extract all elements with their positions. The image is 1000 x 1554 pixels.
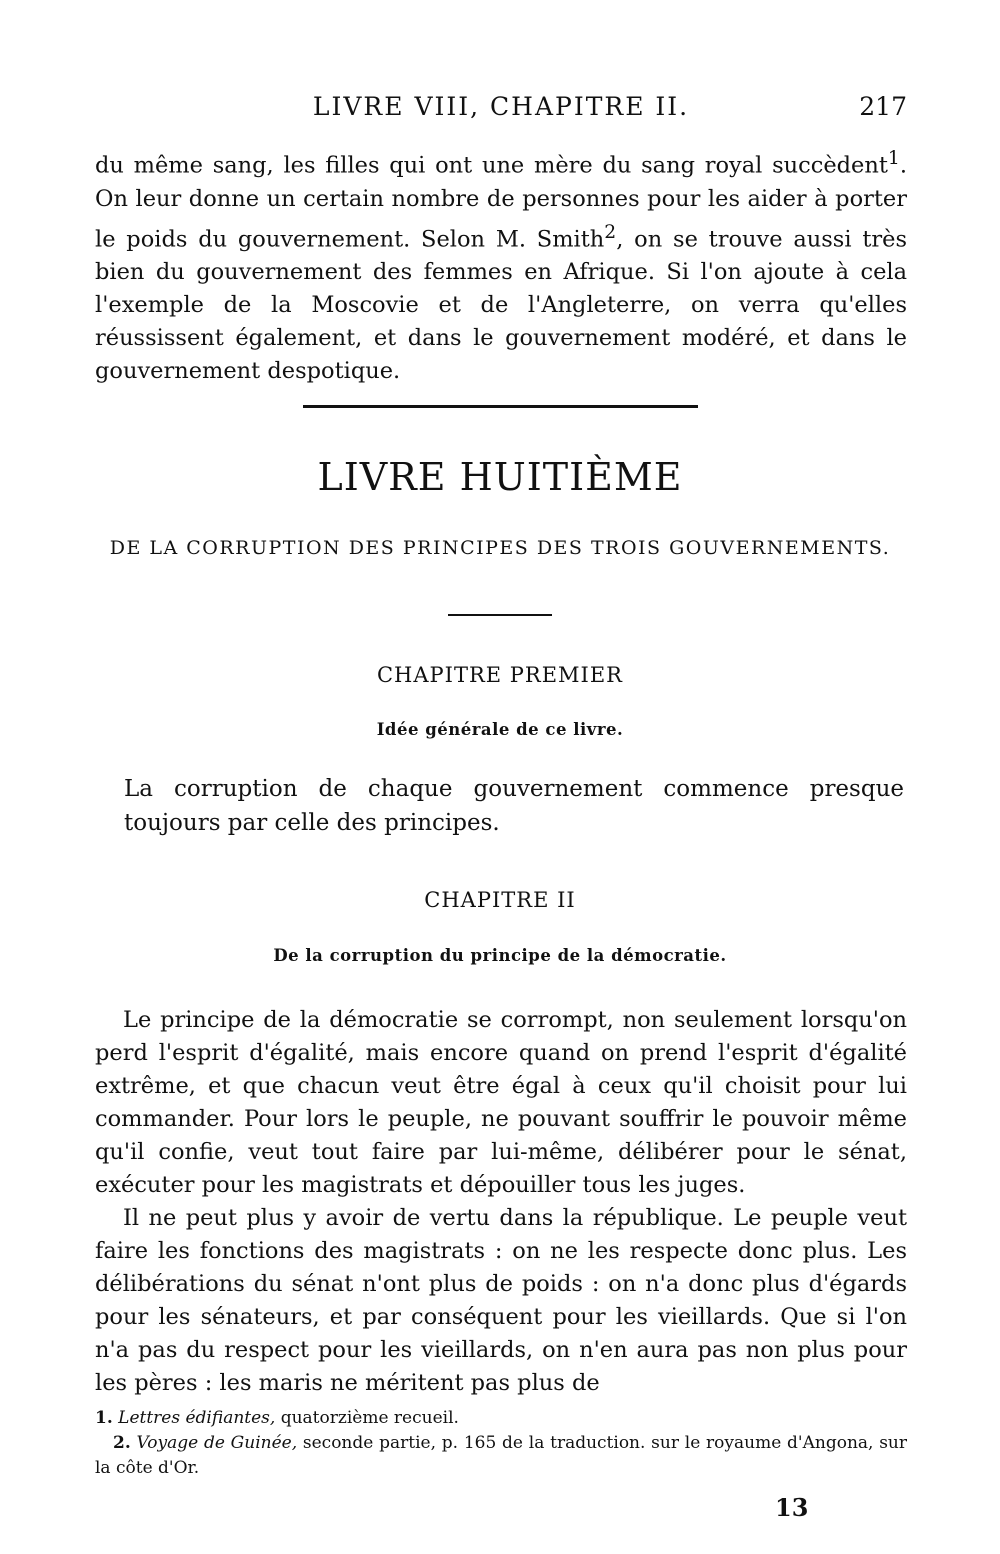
footnote-ref-2: 2 xyxy=(604,221,617,243)
opening-text-part-2: . On leur donne un certain nombre de personnes pour les aider à porter le poids du gouvernement. Selon M. Smith xyxy=(95,152,907,252)
footnote-1-text: quatorzième recueil. xyxy=(280,1408,459,1428)
book-title: LIVRE HUITIÈME xyxy=(317,455,683,499)
footnote-2-text: seconde partie, p. 165 de la traduction. sur le royaume d'Angona, sur la côte d'Or. xyxy=(95,1433,908,1478)
footnote-1 xyxy=(95,1406,907,1431)
short-divider xyxy=(448,614,552,616)
opening-text-part-3: , on se trouve aussi très bien du gouvernement des femmes en Afrique. Si l'on ajoute à cela l'exemple de la Moscovie et de l'Angleterre, on verra qu'elles réussissent également, et dans le gouvernement modéré, et dans le gouvernement despotique. xyxy=(95,226,907,384)
footnote-2-number: 2. xyxy=(113,1433,131,1453)
footnote-1-title: Lettres édifiantes, xyxy=(118,1408,276,1428)
chapter-2-text xyxy=(95,1004,907,1400)
signature-mark: 13 xyxy=(775,1493,809,1522)
opening-text-part-1: du même sang, les filles qui ont une mère du sang royal succèdent xyxy=(95,152,888,179)
footnotes xyxy=(95,1406,907,1481)
chapter-1-text xyxy=(124,772,904,840)
footnote-2-title: Voyage de Guinée, xyxy=(136,1433,298,1453)
book-subtitle: DE LA CORRUPTION DES PRINCIPES DES TROIS GOUVERNEMENTS. xyxy=(109,537,891,559)
footnote-ref-1: 1 xyxy=(887,148,900,169)
opening-paragraph xyxy=(95,142,907,388)
chapter-1-paragraph: La corruption de chaque gouvernement commence presque toujours par celle des principes. xyxy=(124,776,904,836)
chapter-2-paragraph-2: Il ne peut plus y avoir de vertu dans la république. Le peuple veut faire les fonctions des magistrats : on ne les respecte donc plus. Les délibérations du sénat n'ont plus de poids : on n'a donc plus d'égards pour les sénateurs, et par conséquent pour les vieillards. Que si l'on n'a pas du respect pour les vieillards, on n'en aura pas non plus pour les pères : les maris ne méritent pas plus de xyxy=(95,1205,907,1396)
section-divider xyxy=(303,405,698,408)
running-title: LIVRE VIII, CHAPITRE II. xyxy=(312,92,690,121)
running-head xyxy=(95,92,907,132)
chapter-1-heading: CHAPITRE PREMIER xyxy=(376,663,623,687)
footnote-2 xyxy=(95,1431,907,1481)
chapter-2-heading: CHAPITRE II xyxy=(424,888,576,912)
footnote-1-number: 1. xyxy=(95,1408,113,1428)
page-number: 217 xyxy=(859,92,907,121)
chapter-1-summary: Idée générale de ce livre. xyxy=(376,720,624,739)
chapter-2-paragraph-1: Le principe de la démocratie se corrompt, non seulement lorsqu'on perd l'esprit d'égalité, mais encore quand on prend l'esprit d'égalité extrême, et que chacun veut être égal à ceux qu'il choisit pour lui commander. Pour lors le peuple, ne pouvant souffrir le pouvoir même qu'il confie, veut tout faire par lui-même, délibérer pour le sénat, exécuter pour les magistrats et dépouiller tous les juges. xyxy=(95,1007,907,1198)
chapter-2-summary: De la corruption du principe de la démocratie. xyxy=(273,946,727,965)
